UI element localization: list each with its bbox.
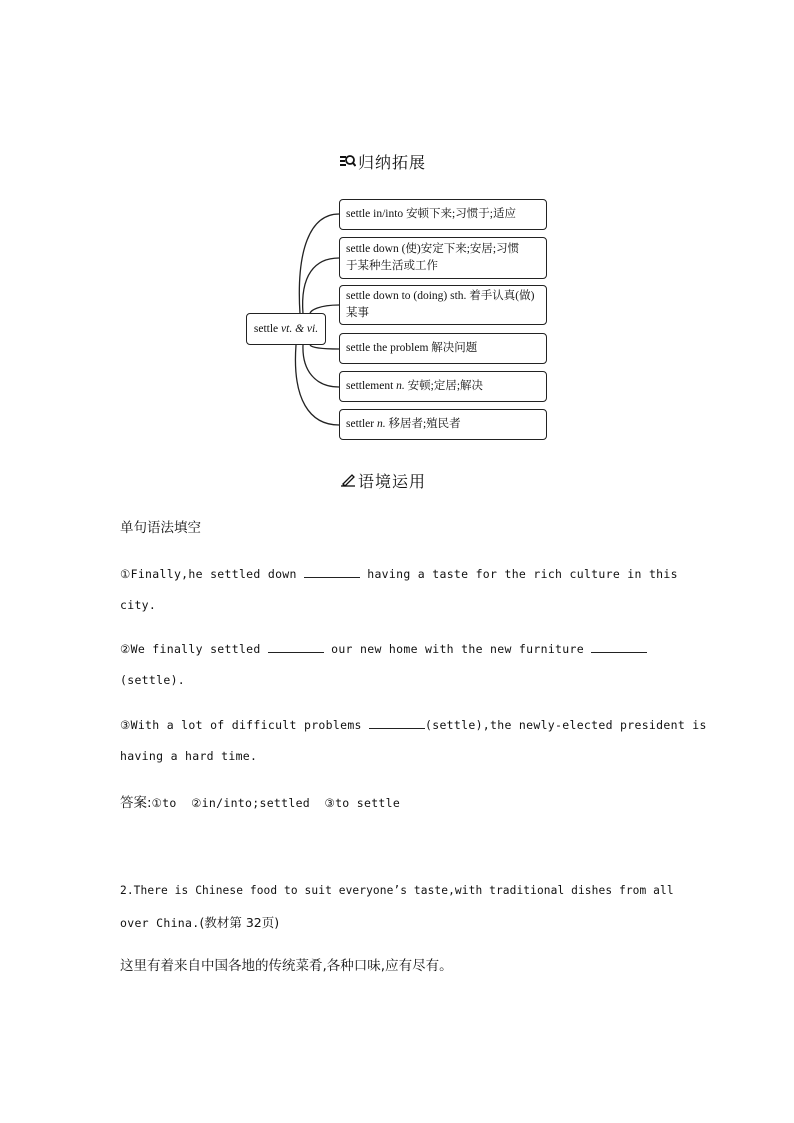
mindmap-item: settlement n. 安顿;定居;解决 bbox=[339, 371, 547, 402]
sentence-line-1: 2.There is Chinese food to suit everyone’s taste,with traditional dishes from all bbox=[120, 884, 674, 897]
question-1-cont: city. bbox=[120, 598, 157, 612]
mindmap-item: settle down to (doing) sth. 着手认真(做) 某事 bbox=[339, 285, 547, 325]
question-2-cont: (settle). bbox=[120, 673, 186, 687]
textbook-reference: (教材第 32页) bbox=[199, 915, 280, 930]
section-heading-context bbox=[340, 469, 426, 492]
mindmap-root bbox=[246, 313, 326, 345]
question-3-cont: having a hard time. bbox=[120, 749, 258, 763]
question-1: ①Finally,he settled down having a taste for the rich culture in this bbox=[120, 567, 678, 581]
translation: 这里有着来自中国各地的传统菜肴,各种口味,应有尽有。 bbox=[120, 958, 453, 974]
root-word: settle bbox=[253, 323, 279, 335]
root-pos: vt. & vi. bbox=[281, 323, 319, 335]
answer-blank[interactable] bbox=[304, 567, 360, 578]
question-3: ③With a lot of difficult problems (settle),the newly-elected president is bbox=[120, 718, 707, 732]
answer-blank[interactable] bbox=[369, 718, 425, 729]
mindmap-item: settle the problem 解决问题 bbox=[339, 333, 547, 364]
answer-blank[interactable] bbox=[268, 642, 324, 653]
mindmap-item: settler n. 移居者;殖民者 bbox=[339, 409, 547, 440]
mindmap-item: settle in/into 安顿下来;习惯于;适应 bbox=[339, 199, 547, 230]
section-title: 归纳拓展 bbox=[358, 153, 427, 172]
mindmap-item: settle down (使)安定下来;安居;习惯 于某种生活或工作 bbox=[339, 237, 547, 279]
answer-blank[interactable] bbox=[591, 642, 647, 653]
exercise-label: 单句语法填空 bbox=[120, 520, 201, 536]
answer-label: 答案: bbox=[120, 795, 152, 811]
answer-line bbox=[120, 786, 680, 819]
section-title: 语境运用 bbox=[358, 472, 427, 491]
pencil-icon bbox=[340, 473, 356, 491]
answer-text: ①to ②in/into;settled ③to settle bbox=[151, 796, 401, 810]
sentence-line-2: over China.(教材第 32页) bbox=[120, 915, 280, 930]
question-2: ②We finally settled our new home with the new furniture bbox=[120, 634, 680, 665]
